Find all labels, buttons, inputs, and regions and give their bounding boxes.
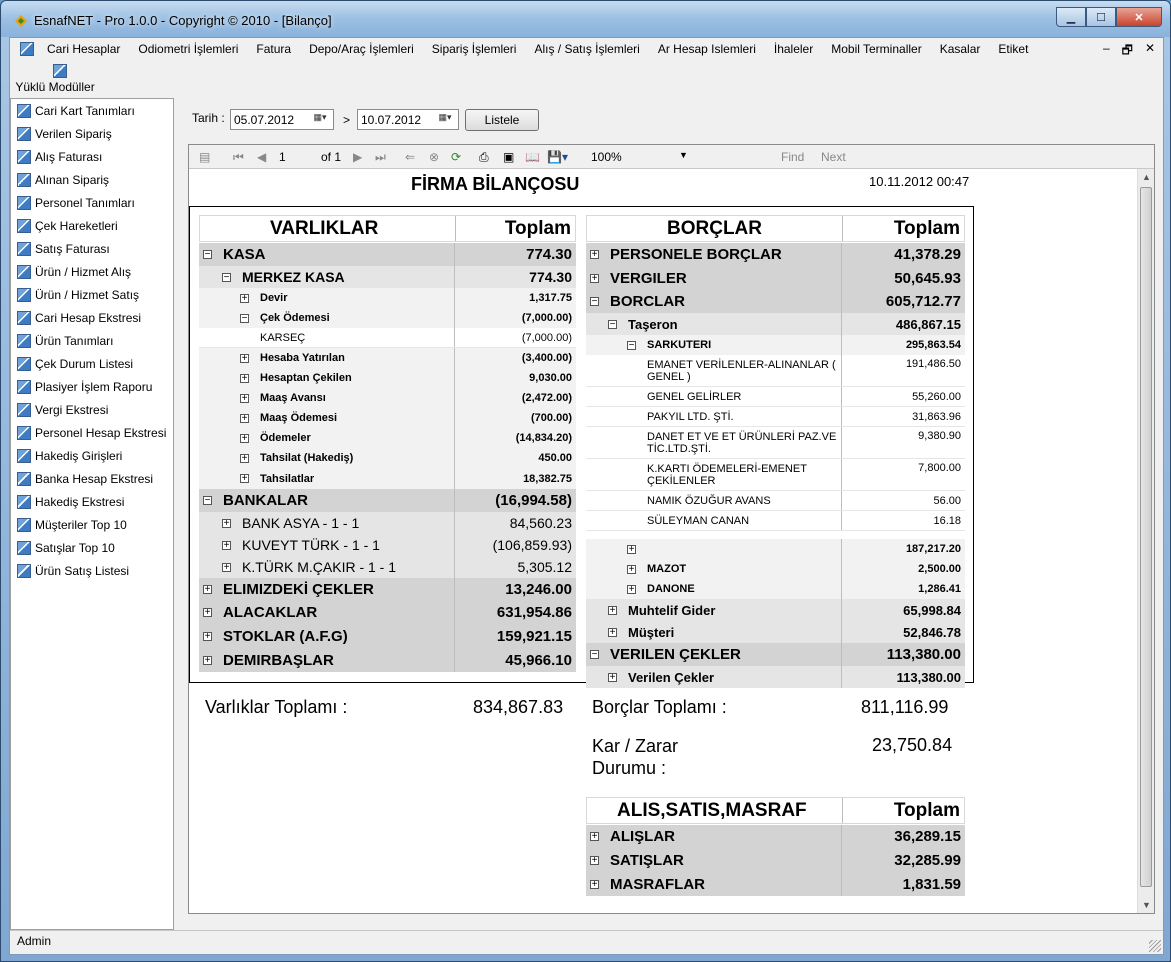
- expand-icon[interactable]: +: [591, 878, 598, 890]
- asset-row-karsec: KARSEÇ (7,000.00): [199, 328, 576, 348]
- module-sidebar: [10, 98, 174, 930]
- picture-icon: [17, 173, 31, 187]
- print-layout-icon[interactable]: ▣: [503, 150, 515, 164]
- liab-row-danone: + DANONE 1,286.41: [586, 579, 965, 599]
- scroll-down-icon[interactable]: ▼: [1142, 900, 1151, 910]
- sidebar-item-satis-faturasi[interactable]: Satış Faturası: [11, 237, 173, 260]
- expand-icon[interactable]: +: [628, 563, 635, 575]
- liab-row-verilen-cekler-sub: + Verilen Çekler 113,380.00: [586, 666, 965, 688]
- picture-icon: [17, 265, 31, 279]
- menu-mobil[interactable]: Mobil Terminaller: [831, 42, 922, 56]
- expand-icon[interactable]: +: [591, 831, 598, 842]
- picture-icon: [17, 196, 31, 210]
- sidebar-item-plasiyer[interactable]: Plasiyer İşlem Raporu: [11, 375, 173, 398]
- expand-icon[interactable]: +: [591, 272, 598, 284]
- sidebar-item-cek-durum[interactable]: Çek Durum Listesi: [11, 352, 173, 375]
- sidebar-item-musteriler-top10[interactable]: Müşteriler Top 10: [11, 513, 173, 536]
- scroll-up-icon[interactable]: ▲: [1142, 172, 1151, 182]
- sidebar-item-satislar-top10[interactable]: Satışlar Top 10: [11, 536, 173, 559]
- picture-icon: [17, 564, 31, 578]
- liab-row-verilen-cekler: − VERILEN ÇEKLER 113,380.00: [586, 643, 965, 666]
- menu-alis-satis[interactable]: Alış / Satış İşlemleri: [534, 42, 640, 56]
- report-date: 10.11.2012 00:47: [869, 174, 970, 189]
- end-date-picker[interactable]: 10.07.2012 ▦▾: [357, 109, 459, 130]
- next-page-icon[interactable]: ▶: [353, 150, 363, 164]
- tool-strip: [10, 60, 1163, 98]
- expand-icon[interactable]: +: [204, 654, 211, 666]
- sidebar-item-cari-kart[interactable]: Cari Kart Tanımları: [11, 99, 173, 122]
- report-scrollbar[interactable]: [1137, 169, 1154, 913]
- asset-row-demirbaslar: + DEMIRBAŞLAR 45,966.10: [199, 648, 576, 672]
- sidebar-item-banka-ekstre[interactable]: Banka Hesap Ekstresi: [11, 467, 173, 490]
- liab-row-danet: DANET ET VE ET ÜRÜNLERİ PAZ.VE TİC.LTD.ŞTİ. 9,380.90: [586, 427, 965, 459]
- collapse-icon[interactable]: −: [241, 312, 248, 324]
- profit-loss-value: 23,750.84: [872, 735, 953, 755]
- zoom-dropdown-icon[interactable]: ▼: [679, 150, 688, 160]
- picture-icon: [17, 495, 31, 509]
- status-bar: [10, 930, 1163, 954]
- asset-row-alacaklar: + ALACAKLAR 631,954.86: [199, 601, 576, 624]
- first-page-icon[interactable]: ⏮: [233, 150, 244, 164]
- asset-row-kturk-mcakir: + K.TÜRK M.ÇAKIR - 1 - 1 5,305.12: [199, 556, 576, 578]
- expand-icon[interactable]: +: [241, 412, 248, 424]
- menu-siparis[interactable]: Sipariş İşlemleri: [431, 42, 517, 56]
- trade-header: ALIS,SATIS,MASRAF Toplam: [586, 797, 965, 824]
- asset-row-hesaba-yatirilan: + Hesaba Yatırılan (3,400.00): [199, 348, 576, 368]
- menu-etiket[interactable]: Etiket: [998, 42, 1029, 56]
- liabilities-total-value: 811,116.99: [861, 697, 949, 717]
- liab-row-kkarti: K.KARTI ÖDEMELERİ-EMENET ÇEKİLENLER 7,800.00: [586, 459, 965, 491]
- collapse-icon[interactable]: −: [204, 495, 211, 506]
- sidebar-item-urun-satis-listesi[interactable]: Ürün Satış Listesi: [11, 559, 173, 582]
- collapse-icon[interactable]: −: [609, 318, 616, 330]
- asset-row-maas-avansi: + Maaş Avansı (2,472.00): [199, 388, 576, 408]
- liab-row-sarkuteri: − SARKUTERI 295,863.54: [586, 335, 965, 355]
- find-link[interactable]: Find: [781, 150, 805, 164]
- expand-icon[interactable]: +: [241, 392, 248, 404]
- asset-row-bankalar: − BANKALAR (16,994.58): [199, 489, 576, 512]
- expand-icon[interactable]: +: [241, 352, 248, 364]
- menu-depo-arac[interactable]: Depo/Araç İşlemleri: [309, 42, 414, 56]
- collapse-icon[interactable]: −: [223, 271, 230, 283]
- asset-row-kuveyt-turk: + KUVEYT TÜRK - 1 - 1 (106,859.93): [199, 534, 576, 556]
- trade-row-satislar: + SATIŞLAR 32,285.99: [586, 848, 965, 872]
- sidebar-item-alis-faturasi[interactable]: Alış Faturası: [11, 145, 173, 168]
- minimize-button[interactable]: ▁: [1056, 7, 1086, 27]
- liab-row-musteri: + Müşteri 52,846.78: [586, 621, 965, 643]
- picture-icon: [17, 127, 31, 141]
- asset-row-bank-asya: + BANK ASYA - 1 - 1 84,560.23: [199, 512, 576, 534]
- asset-row-stoklar: + STOKLAR (A.F.G) 159,921.15: [199, 624, 576, 648]
- calendar-dropdown-icon[interactable]: ▦▾: [313, 112, 327, 122]
- asset-row-cek-odemesi: − Çek Ödemesi (7,000.00): [199, 308, 576, 328]
- last-page-icon[interactable]: ⏭: [375, 150, 386, 164]
- mdi-minimize-button[interactable]: –: [1102, 41, 1110, 55]
- profit-loss-label: Kar / Zarar Durumu :: [592, 736, 679, 778]
- menu-odiometri[interactable]: Odiometri İşlemleri: [138, 42, 239, 56]
- picture-icon: [17, 403, 31, 417]
- maximize-button[interactable]: ☐: [1086, 7, 1116, 27]
- window-title: EsnafNET - Pro 1.0.0 - Copyright © 2010 - [Bilanço]: [34, 13, 332, 28]
- start-date-picker[interactable]: 05.07.2012 ▦▾: [230, 109, 334, 130]
- sidebar-item-urun-satis[interactable]: Ürün / Hizmet Satış: [11, 283, 173, 306]
- picture-icon: [17, 242, 31, 256]
- list-button[interactable]: Listele: [465, 109, 539, 131]
- liab-row-pakyil: PAKYIL LTD. ŞTİ. 31,863.96: [586, 407, 965, 427]
- report-title: FİRMA BİLANÇOSU: [411, 174, 580, 194]
- picture-icon: [17, 541, 31, 555]
- liab-row-taseron: − Taşeron 486,867.15: [586, 313, 965, 335]
- liab-row-muhtelif-gider: + Muhtelif Gider 65,998.84: [586, 599, 965, 621]
- expand-icon[interactable]: +: [609, 604, 616, 616]
- liab-row-genel-gelirler: GENEL GELİRLER 55,260.00: [586, 387, 965, 407]
- collapse-icon[interactable]: −: [204, 249, 211, 260]
- asset-row-tahsilatlar: + Tahsilatlar 18,382.75: [199, 468, 576, 489]
- sidebar-item-alinan-siparis[interactable]: Alınan Sipariş: [11, 168, 173, 191]
- assets-total-value: 834,867.83: [473, 697, 564, 717]
- expand-icon[interactable]: +: [628, 583, 635, 595]
- asset-row-maas-odemesi: + Maaş Ödemesi (700.00): [199, 408, 576, 428]
- expand-icon[interactable]: +: [241, 452, 248, 464]
- sidebar-item-vergi[interactable]: Vergi Ekstresi: [11, 398, 173, 421]
- sidebar-item-personel-ekstre[interactable]: Personel Hesap Ekstresi: [11, 421, 173, 444]
- picture-icon: [17, 380, 31, 394]
- sidebar-item-personel[interactable]: Personel Tanımları: [11, 191, 173, 214]
- loaded-modules-button[interactable]: Yüklü Modüller: [15, 64, 95, 94]
- liab-row-emanet: EMANET VERİLENLER-ALINANLAR ( GENEL ) 191,486.50: [586, 355, 965, 387]
- export-icon[interactable]: 💾▾: [547, 150, 568, 164]
- calendar-dropdown-icon[interactable]: ▦▾: [438, 112, 452, 122]
- collapse-icon[interactable]: −: [591, 296, 598, 307]
- menu-fatura[interactable]: Fatura: [256, 42, 292, 56]
- expand-icon[interactable]: +: [628, 543, 635, 555]
- menu-cari-hesaplar[interactable]: Cari Hesaplar: [47, 42, 121, 56]
- liabilities-total-label: Borçlar Toplamı :: [592, 697, 727, 717]
- document-map-icon[interactable]: ▤: [199, 150, 211, 164]
- asset-row-odemeler: + Ödemeler (14,834.20): [199, 428, 576, 448]
- print-icon[interactable]: ⎙: [479, 150, 489, 164]
- picture-icon: [17, 150, 31, 164]
- expand-icon[interactable]: +: [609, 626, 616, 638]
- mdi-close-button[interactable]: ✕: [1144, 41, 1155, 55]
- date-label: Tarih :: [192, 111, 225, 125]
- trade-row-alislar: + ALIŞLAR 36,289.15: [586, 825, 965, 848]
- zoom-select[interactable]: 100%: [591, 150, 622, 164]
- menu-bar: [10, 38, 1163, 60]
- sidebar-item-hakedis-ekstre[interactable]: Hakediş Ekstresi: [11, 490, 173, 513]
- expand-icon[interactable]: +: [223, 517, 230, 529]
- back-icon[interactable]: ⇐: [405, 150, 416, 164]
- picture-icon: [17, 472, 31, 486]
- asset-row-hesaptan-cekilen: + Hesaptan Çekilen 9,030.00: [199, 368, 576, 388]
- picture-icon: [17, 426, 31, 440]
- expand-icon[interactable]: +: [591, 854, 598, 866]
- picture-icon: [53, 64, 67, 78]
- liab-row-unnamed: + 187,217.20: [586, 539, 965, 559]
- liab-row-namik: NAMIK ÖZUĞUR AVANS 56.00: [586, 491, 965, 511]
- liabilities-header: BORÇLAR Toplam: [586, 215, 965, 242]
- expand-icon[interactable]: +: [204, 584, 211, 595]
- sidebar-item-cari-ekstre[interactable]: Cari Hesap Ekstresi: [11, 306, 173, 329]
- mdi-child-icon[interactable]: [20, 42, 34, 56]
- picture-icon: [17, 334, 31, 348]
- close-button[interactable]: ✕: [1116, 7, 1162, 27]
- sidebar-item-hakedis-giris[interactable]: Hakediş Girişleri: [11, 444, 173, 467]
- title-bar: [1, 1, 1170, 37]
- picture-icon: [17, 219, 31, 233]
- balance-form: [176, 98, 1163, 930]
- sidebar-item-cek-hareketleri[interactable]: Çek Hareketleri: [11, 214, 173, 237]
- picture-icon: [17, 518, 31, 532]
- liab-row-vergiler: + VERGILER 50,645.93: [586, 266, 965, 290]
- report-viewer: [188, 144, 1155, 914]
- expand-icon[interactable]: +: [591, 249, 598, 260]
- collapse-icon[interactable]: −: [628, 339, 635, 351]
- client-area: [9, 37, 1164, 955]
- asset-row-kasa: − KASA 774.30: [199, 243, 576, 266]
- asset-row-elimizdeki-cekler: + ELIMIZDEKİ ÇEKLER 13,246.00: [199, 578, 576, 601]
- refresh-icon[interactable]: ⟳: [451, 150, 462, 164]
- picture-icon: [17, 288, 31, 302]
- picture-icon: [17, 311, 31, 325]
- report-page: [189, 169, 1137, 913]
- picture-icon: [17, 449, 31, 463]
- liab-row-personele-borclar: + PERSONELE BORÇLAR 41,378.29: [586, 243, 965, 266]
- menu-ar-hesap[interactable]: Ar Hesap Islemleri: [657, 42, 756, 56]
- expand-icon[interactable]: +: [204, 630, 211, 642]
- page-count: of 1: [321, 150, 342, 164]
- picture-icon: [17, 357, 31, 371]
- status-user: Admin: [17, 934, 52, 948]
- viewer-toolbar: [189, 145, 1154, 169]
- menu-kasalar[interactable]: Kasalar: [939, 42, 981, 56]
- collapse-icon[interactable]: −: [591, 649, 598, 660]
- stop-icon[interactable]: ⊗: [429, 150, 440, 164]
- next-link[interactable]: Next: [821, 150, 846, 164]
- app-logo-icon: [13, 13, 29, 29]
- assets-total-label: Varlıklar Toplamı :: [205, 697, 348, 717]
- expand-icon[interactable]: +: [204, 607, 211, 618]
- asset-row-devir: + Devir 1,317.75: [199, 288, 576, 308]
- page-number-input[interactable]: 1: [279, 150, 286, 164]
- picture-icon: [17, 104, 31, 118]
- expand-icon[interactable]: +: [241, 292, 248, 304]
- menu-ihaleler[interactable]: İhaleler: [773, 42, 814, 56]
- sidebar-item-urun-alis[interactable]: Ürün / Hizmet Alış: [11, 260, 173, 283]
- expand-icon[interactable]: +: [241, 432, 248, 444]
- previous-page-icon[interactable]: ◀: [257, 150, 267, 164]
- scroll-thumb[interactable]: [1140, 187, 1152, 887]
- expand-icon[interactable]: +: [223, 561, 230, 573]
- liab-row-suleyman: SÜLEYMAN CANAN 16.18: [586, 511, 965, 531]
- sidebar-item-verilen-siparis[interactable]: Verilen Sipariş: [11, 122, 173, 145]
- asset-row-merkez-kasa: − MERKEZ KASA 774.30: [199, 266, 576, 288]
- expand-icon[interactable]: +: [241, 372, 248, 384]
- date-separator: >: [343, 113, 351, 127]
- sidebar-item-urun-tanimlari[interactable]: Ürün Tanımları: [11, 329, 173, 352]
- liab-row-borclar: − BORCLAR 605,712.77: [586, 290, 965, 313]
- expand-icon[interactable]: +: [223, 539, 230, 551]
- page-setup-icon[interactable]: 📖: [525, 150, 540, 164]
- expand-icon[interactable]: +: [241, 473, 248, 484]
- resize-grip-icon[interactable]: [1149, 940, 1161, 952]
- date-filter: [176, 98, 1163, 138]
- mdi-restore-button[interactable]: 🗗: [1121, 43, 1133, 57]
- trade-row-masraflar: + MASRAFLAR 1,831.59: [586, 872, 965, 896]
- assets-header: VARLIKLAR Toplam: [199, 215, 576, 242]
- expand-icon[interactable]: +: [609, 671, 616, 683]
- liab-row-mazot: + MAZOT 2,500.00: [586, 559, 965, 579]
- asset-row-tahsilat-hakedis: + Tahsilat (Hakediş) 450.00: [199, 448, 576, 468]
